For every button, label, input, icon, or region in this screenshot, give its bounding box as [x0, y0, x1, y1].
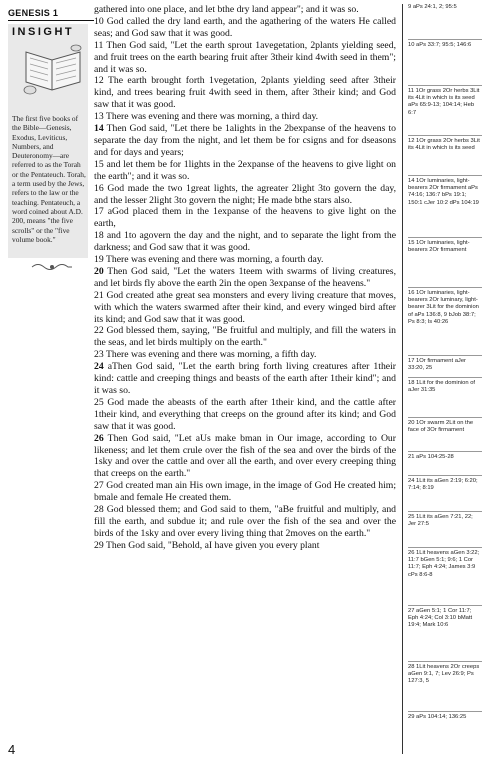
verse	[94, 4, 396, 16]
verse-text: God blessed them; and God said to them, "aBe fruitful and multiply, and fill the earth, and subdue it; and rule over the fish of the sea and over the birds of the 1sky and over every living thing that 2moves on the earth."	[94, 504, 397, 539]
cross-reference-note: 18 1Lit for the dominion of aJer 31:35	[408, 380, 476, 394]
cross-reference-note: 20 1Or swarm 2Lit on the face of 3Or firmament	[408, 420, 474, 434]
note-separator	[408, 355, 482, 356]
scripture-text	[94, 4, 396, 552]
note-separator	[408, 417, 482, 418]
verse	[94, 75, 396, 111]
verse-number: 21	[94, 289, 104, 301]
verse-number: 20	[94, 265, 104, 277]
verse	[94, 111, 396, 123]
verse-number: 23	[94, 349, 104, 361]
verse-text: Then God said, "Let aUs make bman in Our image, according to Our likeness; and let them crule over the fish of the sea and over the birds of the 1sky and over the cattle and over all the earth, and over every creeping thing that creeps on the earth."	[94, 432, 397, 480]
verse-number: 12	[94, 75, 104, 87]
cross-reference-note: 14 1Or luminaries, light-bearers 2Or firmament aPs 74:16; 136:7 bPs 19:1; 150:1 cJer 10:2 dPs 104:19	[408, 178, 479, 206]
open-book-scroll-icon	[22, 42, 84, 100]
verse-number: 13	[94, 111, 104, 123]
cross-reference-note: 24 1Lit its aGen 2:19; 6:20; 7:14; 8:19	[408, 478, 478, 492]
page-number: 4	[8, 742, 16, 757]
note-separator	[408, 661, 482, 662]
verse-text: God called the dry land earth, and the agathering of the waters He called seas; and God saw that it was good.	[94, 15, 397, 39]
verse-number: 19	[94, 254, 104, 266]
cross-reference-note: 29 aPs 104:14; 136:25	[408, 714, 467, 720]
verse	[94, 183, 396, 207]
verse-number: 14	[94, 123, 104, 135]
verse-text: Then God said, "Let there be 1alights in the 2bexpanse of the heavens to separate the day from the night, and let them be for csigns and for dseasons and for days and years;	[94, 123, 396, 158]
verse	[94, 325, 396, 349]
verse	[94, 254, 396, 266]
verse-text: There was evening and there was morning, a fifth day.	[105, 349, 317, 361]
verse	[94, 361, 396, 397]
verse	[94, 206, 396, 230]
verse	[94, 16, 396, 40]
verse	[94, 504, 396, 540]
verse-number: 22	[94, 325, 104, 337]
verse	[94, 123, 396, 159]
verse	[94, 480, 396, 504]
verse	[94, 433, 396, 481]
verse-text: Then God said, "Behold, aI have given you every plant	[105, 539, 320, 551]
verse-number: 26	[94, 432, 104, 444]
verse-text: God created man ain His own image, in the image of God He created him; bmale and female He created them.	[94, 480, 397, 504]
cross-reference-note: 15 1Or luminaries, light-bearers 2Or firmament	[408, 240, 470, 254]
note-separator	[408, 605, 482, 606]
verse-number: 27	[94, 480, 104, 492]
insight-box	[8, 24, 88, 258]
cross-reference-note: 10 aPs 33:7; 95:5; 146:6	[408, 42, 472, 48]
column-divider	[402, 4, 403, 754]
cross-reference-note: 11 1Or grass 2Or herbs 3Lit its 4Lit in which is its seed aPs 65:9-13; 104:14; Heb 6:7	[408, 88, 480, 116]
verse-number: 24	[94, 361, 104, 373]
verse-number: 28	[94, 504, 104, 516]
verse	[94, 540, 396, 552]
cross-reference-note: 12 1Or grass 2Or herbs 3Lit its 4Lit in which is its seed	[408, 138, 480, 152]
note-separator	[408, 711, 482, 712]
verse-number: 18	[94, 230, 104, 242]
note-separator	[408, 287, 482, 288]
header-rule	[8, 20, 94, 21]
verse	[94, 397, 396, 433]
note-separator	[408, 377, 482, 378]
cross-reference-note: 26 1Lit heavens aGen 3:22; 11:7 bGen 5:1; 9:6; 1 Cor 11:7; Eph 4:24; James 3:9 cPs 8:6-8	[408, 550, 480, 578]
cross-reference-note: 16 1Or luminaries, light-bearers 2Or luminary, light-bearer 3Lit for the dominion of aPs 136:8, 9 bJob 38:7; Ps 8:3; Is 40:26	[408, 290, 479, 325]
cross-reference-note: 25 1Lit its aGen 7:21, 22; Jer 27:5	[408, 514, 473, 528]
cross-reference-note: 21 aPs 104:25-28	[408, 454, 454, 460]
cross-reference-note: 17 1Or firmament aJer 33:20, 25	[408, 358, 466, 372]
ornament-icon	[30, 262, 74, 272]
verse-text: Then God said, "Let the waters 1teem with swarms of living creatures, and let birds fly above the earth 2in the open 3expanse of the heavens."	[94, 265, 397, 289]
insight-title: INSIGHT	[12, 26, 75, 38]
verse-number: 15	[94, 158, 104, 170]
verse-text: Then God said, "Let the earth sprout 1avegetation, 2plants yielding seed, and fruit trees on the earth bearing fruit after 3their kind 4with seed in them"; and it was so.	[94, 39, 396, 75]
verse	[94, 159, 396, 183]
verse-text: and 1to agovern the day and the night, and to separate the light from the darkness; and God saw that it was good.	[94, 230, 396, 254]
verse-text: The earth brought forth 1vegetation, 2plants yielding seed after 3their kind, and trees bearing fruit 4with seed in them, after 3their kind; and God saw that it was good.	[94, 75, 396, 111]
verse-text: There was evening and there was morning, a third day.	[105, 111, 319, 123]
note-separator	[408, 511, 482, 512]
verse	[94, 266, 396, 290]
note-separator	[408, 451, 482, 452]
cross-reference-note: 9 aPs 24:1, 2; 95:5	[408, 4, 457, 10]
verse-number: 16	[94, 182, 104, 194]
cross-reference-note: 27 aGen 5:1; 1 Cor 11:7; Eph 4:24; Col 3:10 bMatt 19:4; Mark 10:6	[408, 608, 473, 629]
note-separator	[408, 39, 482, 40]
verse-text: gathered into one place, and let bthe dry land appear"; and it was so.	[94, 4, 359, 15]
verse-text: God made the two 1great lights, the agreater 2light 3to govern the day, and the lesser 2light 3to govern the night; He made bthe stars also.	[94, 182, 396, 206]
verse-text: and let them be for 1lights in the 2expanse of the heavens to give light on the earth"; and it was so.	[94, 158, 397, 182]
cross-reference-note: 28 1Lit heavens 2Or creeps aGen 9:1, 7; Lev 26:9; Ps 127:3, 5	[408, 664, 480, 685]
verse	[94, 349, 396, 361]
verse-number: 17	[94, 206, 104, 218]
note-separator	[408, 237, 482, 238]
verse	[94, 230, 396, 254]
verse	[94, 290, 396, 326]
verse-text: aGod placed them in the 1expanse of the heavens to give light on the earth,	[94, 206, 396, 230]
verse-number: 29	[94, 539, 104, 551]
verse-number: 10	[94, 15, 104, 27]
verse-text: God created athe great sea monsters and every living creature that moves, with which the waters swarmed after their kind, and every winged bird after its kind; and God saw that it was good.	[94, 289, 396, 325]
verse-text: God made the abeasts of the earth after 1their kind, and the cattle after 1their kind, and everything that creeps on the ground after its kind; and God saw that it was good.	[94, 396, 397, 432]
running-header: GENESIS 1	[8, 8, 59, 18]
verse-number: 11	[94, 39, 104, 51]
note-separator	[408, 135, 482, 136]
note-separator	[408, 547, 482, 548]
verse	[94, 40, 396, 76]
note-separator	[408, 175, 482, 176]
insight-body: The first five books of the Bible—Genesis, Exodus, Leviticus, Numbers, and Deuteronomy—are referred to as the Torah or the Pentateuch. Torah, a term used by the Jews, refers to the law or the teaching. Pentateuch, a word coined about A.D. 200, means "the five scrolls" or the "five volume book."	[12, 114, 86, 244]
note-separator	[408, 85, 482, 86]
verse-text: aThen God said, "Let the earth bring forth living creatures after 1their kind: cattle and creeping things and beasts of the earth after 1their kind"; and it was so.	[94, 361, 397, 396]
note-separator	[408, 475, 482, 476]
verse-text: God blessed them, saying, "Be fruitful and multiply, and fill the waters in the seas, and let birds multiply on the earth."	[94, 325, 397, 349]
verse-number: 25	[94, 396, 104, 408]
verse-text: There was evening and there was morning, a fourth day.	[105, 254, 324, 266]
